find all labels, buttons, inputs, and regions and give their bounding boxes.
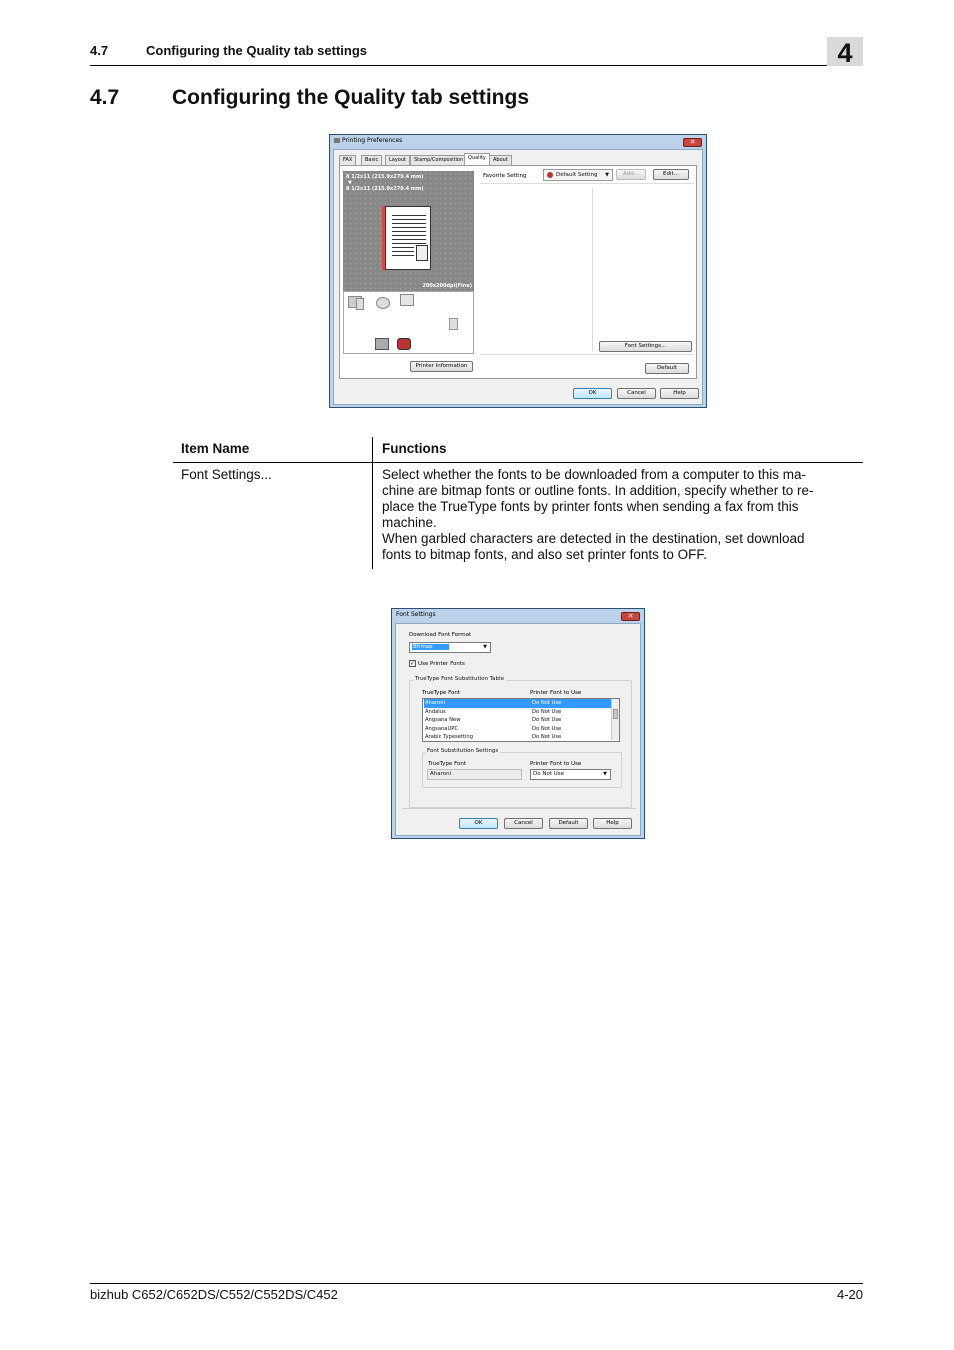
printing-preferences-dialog	[329, 134, 707, 408]
download-font-format-label: Download Font Format	[409, 632, 472, 638]
col-truetype-font: TrueType Font	[422, 690, 461, 696]
list-item[interactable]: Angsana New Do Not Use	[425, 717, 562, 723]
add-favorite-button[interactable]: Add...	[616, 169, 646, 180]
table-header-rule	[173, 462, 863, 463]
send-doc-icon	[400, 294, 414, 306]
down-arrow-icon: ▼	[348, 180, 352, 186]
function-line: fonts to bitmap fonts, and also set printer fonts to OFF.	[382, 547, 707, 562]
header-section-title: Configuring the Quality tab settings	[146, 43, 367, 58]
chapter-number: 4	[837, 38, 853, 68]
use-printer-fonts-checkbox[interactable]: ✓	[410, 660, 416, 667]
tab-fax[interactable]: FAX	[339, 155, 356, 165]
subst-printer-label: Printer Font to Use	[530, 761, 582, 767]
fax-doc-check-icon	[356, 298, 364, 310]
cancel-button[interactable]: Cancel	[504, 818, 543, 829]
favorite-setting-select[interactable]: Default Setting ▼	[543, 169, 613, 181]
scroll-thumb[interactable]	[613, 709, 618, 719]
list-item[interactable]: AngsanaUPC Do Not Use	[425, 725, 562, 732]
close-icon[interactable]: ✕	[621, 612, 640, 621]
chapter-badge	[827, 37, 863, 66]
column-header-item-name: Item Name	[181, 441, 250, 456]
divider	[480, 354, 694, 355]
favorite-icon	[547, 172, 553, 178]
cancel-button[interactable]: Cancel	[617, 388, 656, 399]
list-item[interactable]: Andalus Do Not Use	[425, 708, 562, 715]
function-line: machine.	[382, 515, 437, 530]
quality-tab-panel	[339, 165, 697, 379]
font-settings-button[interactable]: Font Settings...	[599, 341, 692, 352]
column-header-functions: Functions	[382, 441, 447, 456]
paper-size-line-1: 8 1/2x11 (215.9x279.4 mm)	[346, 174, 424, 180]
list-scrollbar[interactable]	[611, 699, 619, 740]
function-icons-box	[343, 291, 474, 354]
ok-button[interactable]: OK	[459, 818, 498, 829]
col-printer-font: Printer Font to Use	[530, 690, 582, 696]
table-column-divider	[372, 437, 373, 569]
chevron-down-icon: ▼	[603, 771, 607, 777]
group-label: Font Substitution Settings	[427, 748, 499, 754]
user-auth-icon	[397, 338, 411, 350]
header-section-number: 4.7	[90, 43, 109, 58]
tab-stamp-composition[interactable]: Stamp/Composition	[410, 155, 467, 165]
section-number: 4.7	[90, 86, 120, 109]
help-button[interactable]: Help	[593, 818, 632, 829]
dialog-title: Font Settings	[396, 611, 436, 618]
list-item[interactable]: Arabic Typesetting Do Not Use	[425, 734, 562, 740]
font-substitution-list[interactable]	[422, 698, 620, 742]
divider	[480, 183, 694, 184]
section-title: Configuring the Quality tab settings	[172, 86, 529, 109]
chevron-down-icon: ▼	[483, 644, 487, 650]
close-icon[interactable]: ✕	[683, 138, 702, 147]
download-font-format-select[interactable]: Bitmap ▼	[409, 642, 491, 653]
table-cell-item: Font Settings...	[181, 467, 272, 482]
tab-layout[interactable]: Layout	[385, 155, 410, 165]
ok-button[interactable]: OK	[573, 388, 612, 399]
use-printer-fonts-label: Use Printer Fonts	[418, 661, 465, 667]
function-line: When garbled characters are detected in the destination, set download	[382, 531, 805, 546]
footer-model: bizhub C652/C652DS/C552/C552DS/C452	[90, 1287, 338, 1302]
favorite-setting-label: Favorite Setting	[483, 173, 527, 179]
list-item[interactable]: Aharoni Do Not Use	[424, 699, 612, 708]
default-button[interactable]: Default	[645, 363, 689, 374]
doc-small-icon	[449, 318, 458, 330]
help-button[interactable]: Help	[660, 388, 699, 399]
header-rule	[90, 65, 863, 66]
function-line: chine are bitmap fonts or outline fonts. In addition, specify whether to re-	[382, 483, 814, 498]
function-line: place the TrueType fonts by printer fonts when sending a fax from this	[382, 499, 799, 514]
user-icon	[375, 338, 389, 350]
cover-sheet-icon	[376, 297, 390, 309]
font-settings-dialog	[391, 608, 645, 839]
table-cell-function	[382, 467, 857, 563]
dialog-title: Printing Preferences	[334, 137, 402, 144]
chevron-down-icon: ▼	[605, 172, 609, 178]
dialog-body	[333, 149, 703, 405]
function-line: Select whether the fonts to be downloaded from a computer to this ma-	[382, 467, 806, 482]
tab-quality[interactable]: Quality	[464, 153, 490, 165]
default-button[interactable]: Default	[549, 818, 588, 829]
divider	[402, 808, 636, 809]
divider	[592, 188, 593, 352]
printer-information-button[interactable]: Printer Information	[410, 361, 473, 372]
resolution-label: 200x200dpi(Fine)	[422, 283, 472, 289]
footer-page-number: 4-20	[836, 1287, 863, 1302]
subst-printer-select[interactable]: Do Not Use ▼	[530, 769, 611, 780]
paper-size-line-2: 8 1/2x11 (215.9x279.4 mm)	[346, 186, 424, 192]
subst-truetype-field: Aharoni	[427, 769, 522, 780]
dialog-body	[395, 623, 641, 836]
tab-about[interactable]: About	[489, 155, 512, 165]
group-label: TrueType Font Substitution Table	[415, 676, 504, 682]
paper-preview	[343, 171, 474, 291]
subst-truetype-label: TrueType Font	[428, 761, 467, 767]
footer-rule	[90, 1283, 863, 1284]
tab-basic[interactable]: Basic	[361, 155, 382, 165]
edit-favorite-button[interactable]: Edit...	[653, 169, 689, 180]
page-thumbnail	[385, 206, 431, 270]
printer-icon	[334, 138, 340, 143]
